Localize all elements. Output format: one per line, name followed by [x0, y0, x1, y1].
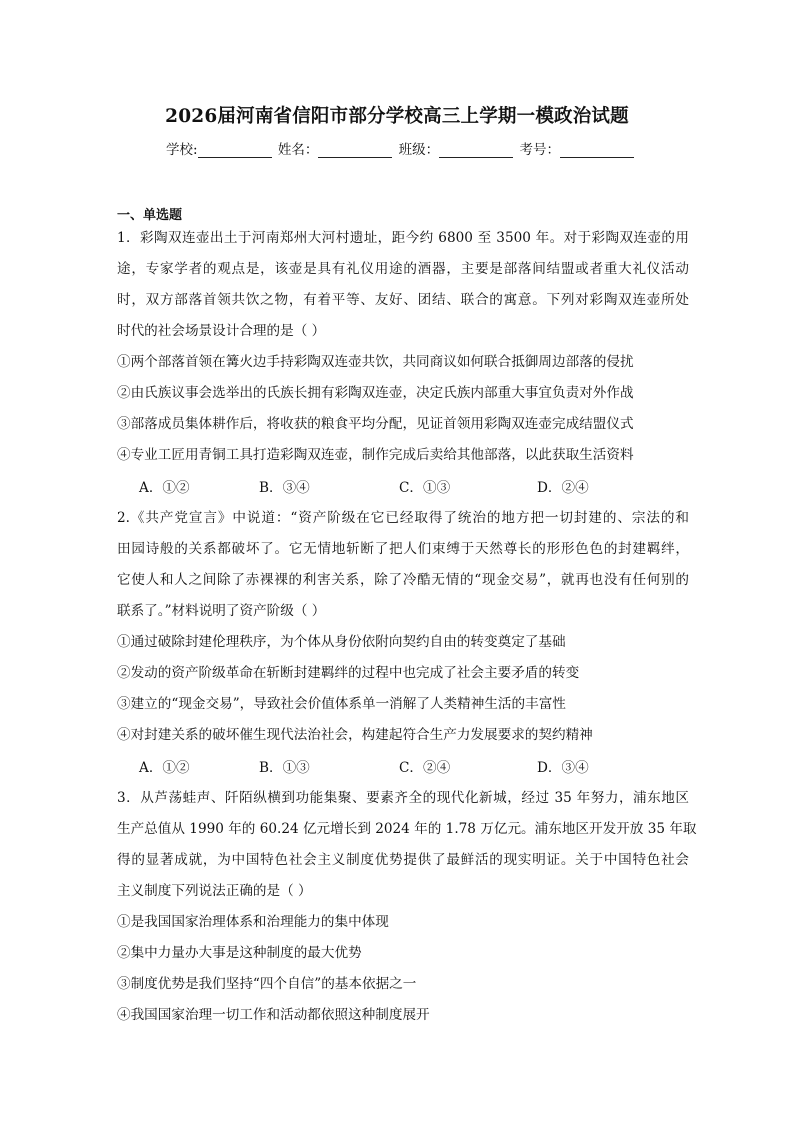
question-stem-line: 它使人和人之间除了赤裸裸的利害关系，除了冷酷无情的“现金交易”，就再也没有任何别的 [117, 572, 689, 588]
student-info-line [166, 138, 636, 158]
statement: ②发动的资产阶级革命在斩断封建羁绊的过程中也完成了社会主要矛盾的转变 [117, 665, 580, 681]
option-d: D．③④ [537, 760, 589, 776]
option-c: C．②④ [399, 760, 451, 776]
question-stem-line: 时代的社会场景设计合理的是（ ） [117, 323, 326, 339]
statement: ③部落成员集体耕作后，将收获的粮食平均分配，见证首领用彩陶双连壶完成结盟仪式 [117, 416, 634, 432]
class-label: 班级： [398, 142, 440, 158]
name-label: 姓名： [277, 142, 319, 158]
statement: ①两个部落首领在篝火边手持彩陶双连壶共饮，共同商议如何联合抵御周边部落的侵扰 [117, 354, 634, 370]
question-stem-line: 生产总值从 1990 年的 60.24 亿元增长到 2024 年的 1.78 万亿元。浦东地区开发开放 35 年取 [117, 821, 697, 837]
question-stem-line: 3．从芦荡蛙声、阡陌纵横到功能集聚、要素齐全的现代化新城，经过 35 年努力，浦东地区 [117, 790, 689, 806]
statement: ②集中力量办大事是这种制度的最大优势 [117, 945, 362, 961]
name-blank [318, 143, 392, 158]
statement: ④专业工匠用青铜工具打造彩陶双连壶，制作完成后卖给其他部落，以此获取生活资料 [117, 447, 634, 463]
question-stem-line: 2.《共产党宣言》中说道：“资产阶级在它已经取得了统治的地方把一切封建的、宗法的和 [117, 510, 689, 526]
statement: ③建立的“现金交易”，导致社会价值体系单一消解了人类精神生活的丰富性 [117, 696, 566, 712]
exam-number-blank [560, 143, 634, 158]
question-stem-line: 1．彩陶双连壶出土于河南郑州大河村遗址，距今约 6800 至 3500 年。对于彩陶双连壶的用 [117, 230, 689, 246]
statement: ②由氏族议事会选举出的氏族长拥有彩陶双连壶，决定氏族内部重大事宜负责对外作战 [117, 385, 634, 401]
option-d: D．②④ [537, 480, 589, 496]
question-stem-line: 得的显著成就，为中国特色社会主义制度优势提供了最鲜活的现实明证。关于中国特色社会 [117, 852, 689, 868]
exam-number-label: 考号： [519, 142, 560, 158]
question-stem-line: 田园诗般的关系都破坏了。它无情地斩断了把人们束缚于天然尊长的形形色色的封建羁绊， [117, 541, 689, 557]
option-a: A．①② [139, 480, 190, 496]
question-stem-line: 途，专家学者的观点是，该壶是具有礼仪用途的酒器，主要是部落间结盟或者重大礼仪活动 [117, 261, 689, 277]
statement: ④我国国家治理一切工作和活动都依照这种制度展开 [117, 1007, 430, 1023]
class-blank [439, 143, 513, 158]
option-c: C．①③ [399, 480, 451, 496]
question-stem-line: 时，双方部落首领共饮之物，有着平等、友好、团结、联合的寓意。下列对彩陶双连壶所处 [117, 292, 689, 308]
page-title: 2026届河南省信阳市部分学校高三上学期一模政治试题 [165, 106, 629, 127]
statement: ①通过破除封建伦理秩序，为个体从身份依附向契约自由的转变奠定了基础 [117, 634, 566, 650]
school-label: 学校: [166, 142, 198, 158]
option-b: B．③④ [259, 480, 310, 496]
statement: ③制度优势是我们坚持“四个自信”的基本依据之一 [117, 976, 417, 992]
school-blank [198, 143, 272, 158]
option-a: A．①② [139, 760, 190, 776]
question-stem-line: 联系了。”材料说明了资产阶级（ ） [117, 603, 326, 619]
question-stem-line: 主义制度下列说法正确的是（ ） [117, 883, 312, 899]
statement: ①是我国国家治理体系和治理能力的集中体现 [117, 914, 389, 930]
section-title: 一、单选题 [117, 208, 183, 223]
statement: ④对封建关系的破坏催生现代法治社会，构建起符合生产力发展要求的契约精神 [117, 727, 593, 743]
option-b: B．①③ [259, 760, 310, 776]
